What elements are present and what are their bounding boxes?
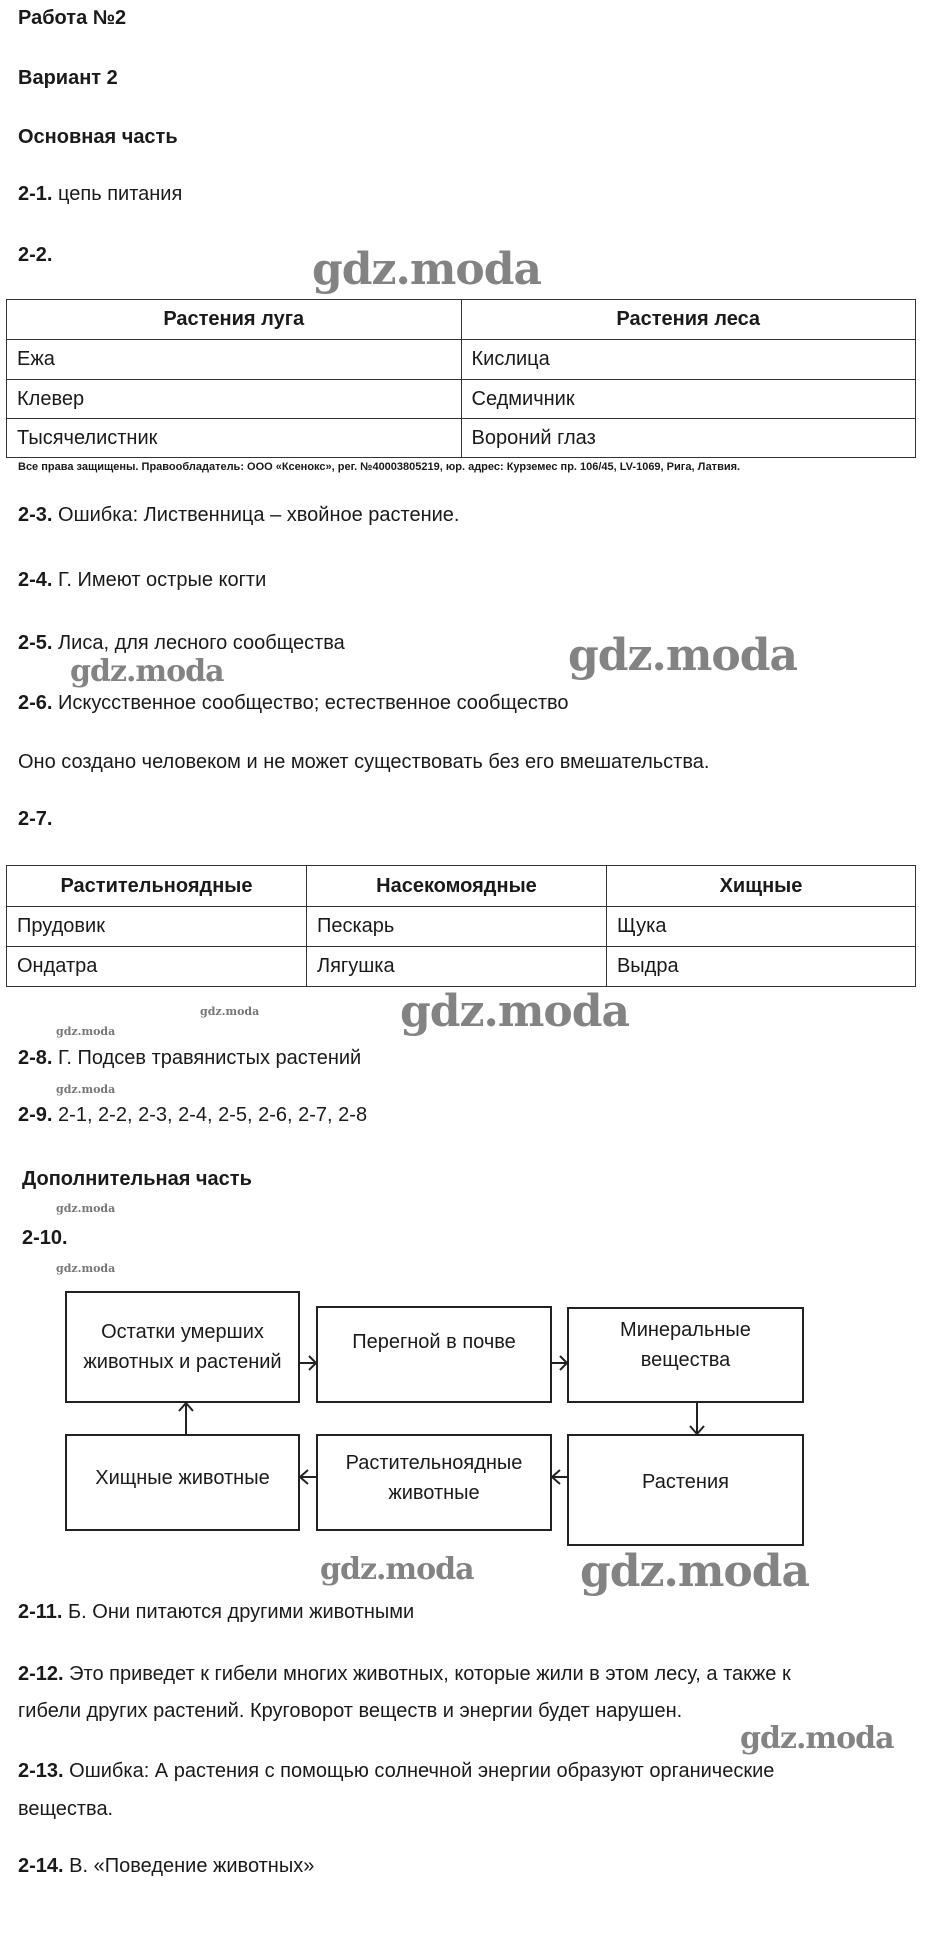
answer-text: 2-1, 2-2, 2-3, 2-4, 2-5, 2-6, 2-7, 2-8	[58, 1104, 368, 1126]
table-cell: Выдра	[606, 947, 915, 987]
answer-text: цепь питания	[58, 183, 183, 205]
diagram-box-remains: Остатки умерших животных и растений	[65, 1291, 300, 1403]
diagram-box-plants: Растения	[567, 1434, 804, 1546]
watermark-logo: gdz.moda	[400, 986, 630, 1037]
column-header: Хищные	[606, 866, 915, 907]
question-number: 2-5.	[18, 632, 53, 654]
question-number: 2-9.	[18, 1104, 53, 1126]
table-cell: Пескарь	[306, 907, 606, 947]
diagram-box-minerals: Минеральные вещества	[567, 1307, 804, 1403]
watermark-logo: gdz.moda	[70, 654, 224, 689]
copyright-notice: Все права защищены. Правообладатель: ООО «Ксенокс», рег. №40003805219, юр. адрес: Курземес пр. 106/45, LV-1069, Рига, Латвия.	[18, 461, 741, 473]
column-header: Растения леса	[461, 300, 916, 340]
arrow-down-icon	[690, 1403, 704, 1434]
question-number: 2-1.	[18, 183, 53, 205]
table-cell: Клевер	[7, 380, 462, 419]
diagram-box-humus: Перегной в почве	[316, 1306, 552, 1403]
question-number: 2-14.	[18, 1855, 64, 1877]
page-title: Работа №2	[18, 7, 127, 29]
answer-text: Искусственное сообщество; естественное сообщество	[58, 692, 569, 714]
answer-text: Это приведет к гибели многих животных, которые жили в этом лесу, а также к	[69, 1663, 791, 1685]
answer-text: Г. Подсев травянистых растений	[58, 1047, 362, 1069]
question-number: 2-11.	[18, 1601, 63, 1623]
watermark-logo: gdz.moda	[56, 1083, 116, 1096]
watermark-logo: gdz.moda	[56, 1262, 116, 1275]
watermark-logo: gdz.moda	[56, 1202, 116, 1215]
answer-text: Б. Они питаются другими животными	[68, 1601, 415, 1623]
diagram-box-herbivores: Растительноядные животные	[316, 1434, 552, 1531]
answer-2-6-explanation: Оно создано человеком и не может существовать без его вмешательства.	[18, 751, 710, 773]
column-header: Насекомоядные	[306, 866, 606, 907]
question-number: 2-4.	[18, 569, 53, 591]
answer-2-12-line2: гибели других растений. Круговорот веществ и энергии будет нарушен.	[18, 1700, 683, 1722]
watermark-logo: gdz.moda	[56, 1025, 116, 1038]
answer-2-13-line2: вещества.	[18, 1798, 114, 1820]
arrow-left-icon	[552, 1470, 567, 1484]
arrow-left-icon	[300, 1470, 316, 1484]
watermark-logo: gdz.moda	[580, 1546, 810, 1597]
table-cell: Прудовик	[7, 907, 307, 947]
answer-2-11	[18, 1600, 414, 1624]
column-header: Растения луга	[7, 300, 462, 340]
arrow-up-icon	[179, 1403, 193, 1434]
answer-text: Ошибка: Лиственница – хвойное растение.	[58, 504, 460, 526]
answer-text: Лиса, для лесного сообщества	[58, 632, 345, 654]
watermark-logo: gdz.moda	[740, 1721, 894, 1756]
table-cell: Седмичник	[461, 380, 916, 419]
extra-section-heading: Дополнительная часть	[22, 1168, 252, 1190]
watermark-logo: gdz.moda	[312, 244, 542, 295]
watermark-logo: gdz.moda	[200, 1005, 260, 1018]
table-cell: Вороний глаз	[461, 419, 916, 458]
column-header: Растительноядные	[7, 866, 307, 907]
question-number: 2-6.	[18, 692, 53, 714]
variant-heading: Вариант 2	[18, 67, 118, 89]
question-number: 2-8.	[18, 1047, 53, 1069]
answer-2-12	[18, 1662, 791, 1686]
table-cell: Ондатра	[7, 947, 307, 987]
table-cell: Кислица	[461, 340, 916, 380]
answer-2-14	[18, 1854, 314, 1878]
question-number-2-10: 2-10.	[22, 1227, 68, 1249]
answer-text: Ошибка: А растения с помощью солнечной энергии образуют органические	[69, 1760, 775, 1782]
question-number: 2-13.	[18, 1760, 64, 1782]
answer-text: В. «Поведение животных»	[69, 1855, 315, 1877]
watermark-logo: gdz.moda	[568, 630, 798, 681]
main-section-heading: Основная часть	[18, 126, 178, 148]
answer-text: Г. Имеют острые когти	[58, 569, 267, 591]
watermark-logo: gdz.moda	[320, 1552, 474, 1587]
question-number: 2-12.	[18, 1663, 64, 1685]
arrow-right-icon	[552, 1356, 567, 1370]
answer-2-13	[18, 1759, 774, 1783]
question-number-2-2: 2-2.	[18, 244, 53, 266]
table-cell: Щука	[606, 907, 915, 947]
table-cell: Лягушка	[306, 947, 606, 987]
question-number: 2-3.	[18, 504, 53, 526]
table-cell: Тысячелистник	[7, 419, 462, 458]
arrow-right-icon	[300, 1356, 316, 1370]
question-number-2-7: 2-7.	[18, 808, 53, 830]
diagram-box-predators: Хищные животные	[65, 1434, 300, 1531]
table-cell: Ежа	[7, 340, 462, 380]
